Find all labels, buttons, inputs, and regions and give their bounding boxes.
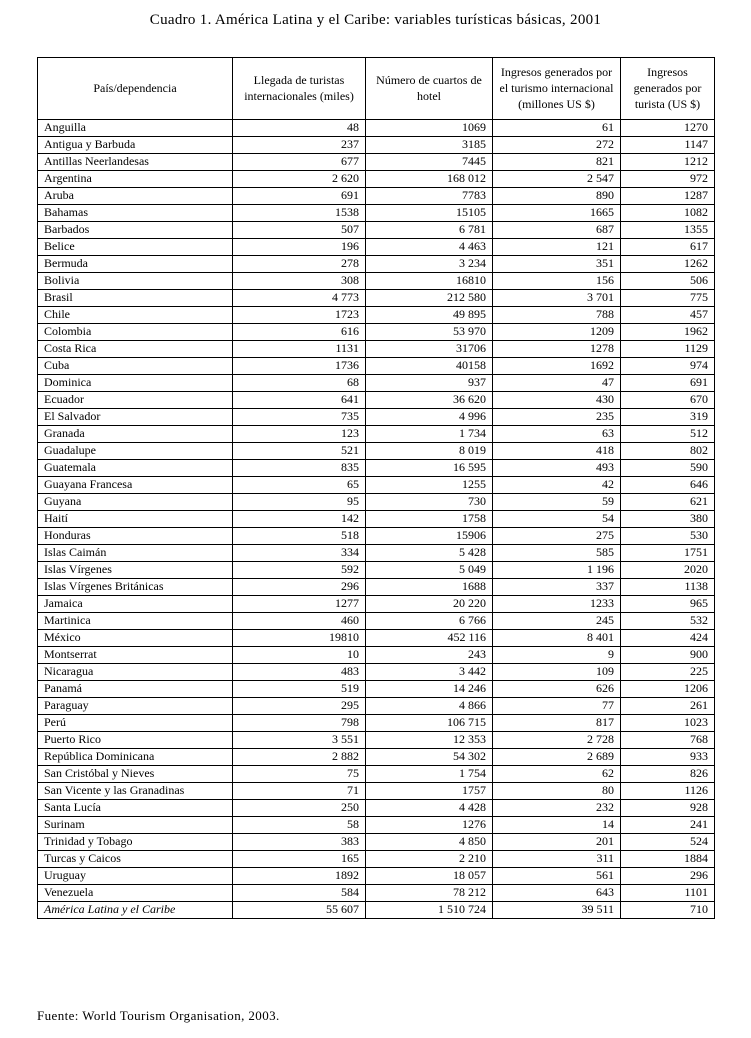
- country-cell: México: [38, 629, 233, 646]
- value-cell: 8 019: [366, 442, 493, 459]
- table-row: [38, 799, 715, 816]
- value-cell: 123: [233, 425, 366, 442]
- value-cell: 121: [493, 238, 621, 255]
- table-row: [38, 680, 715, 697]
- table-row: [38, 340, 715, 357]
- country-cell: El Salvador: [38, 408, 233, 425]
- value-cell: 250: [233, 799, 366, 816]
- value-cell: 7445: [366, 153, 493, 170]
- country-cell: Trinidad y Tobago: [38, 833, 233, 850]
- country-cell: Belice: [38, 238, 233, 255]
- table-body: [38, 119, 715, 918]
- table-row: [38, 204, 715, 221]
- value-cell: 237: [233, 136, 366, 153]
- table-row: [38, 119, 715, 136]
- value-cell: 460: [233, 612, 366, 629]
- value-cell: 109: [493, 663, 621, 680]
- value-cell: 418: [493, 442, 621, 459]
- value-cell: 2 210: [366, 850, 493, 867]
- value-cell: 3 551: [233, 731, 366, 748]
- value-cell: 212 580: [366, 289, 493, 306]
- value-cell: 821: [493, 153, 621, 170]
- table-header: [38, 58, 715, 120]
- value-cell: 311: [493, 850, 621, 867]
- table-row: [38, 714, 715, 731]
- country-cell: Brasil: [38, 289, 233, 306]
- value-cell: 677: [233, 153, 366, 170]
- value-cell: 1723: [233, 306, 366, 323]
- value-cell: 225: [621, 663, 715, 680]
- value-cell: 590: [621, 459, 715, 476]
- value-cell: 337: [493, 578, 621, 595]
- value-cell: 457: [621, 306, 715, 323]
- country-cell: Honduras: [38, 527, 233, 544]
- table-row: [38, 187, 715, 204]
- value-cell: 788: [493, 306, 621, 323]
- value-cell: 1 734: [366, 425, 493, 442]
- country-cell: Turcas y Caicos: [38, 850, 233, 867]
- country-cell: Guayana Francesa: [38, 476, 233, 493]
- value-cell: 232: [493, 799, 621, 816]
- value-cell: 2 620: [233, 170, 366, 187]
- value-cell: 245: [493, 612, 621, 629]
- value-cell: 691: [233, 187, 366, 204]
- value-cell: 47: [493, 374, 621, 391]
- value-cell: 10: [233, 646, 366, 663]
- value-cell: 1758: [366, 510, 493, 527]
- value-cell: 4 866: [366, 697, 493, 714]
- value-cell: 31706: [366, 340, 493, 357]
- value-cell: 512: [621, 425, 715, 442]
- value-cell: 617: [621, 238, 715, 255]
- value-cell: 1233: [493, 595, 621, 612]
- table-row: [38, 323, 715, 340]
- value-cell: 1023: [621, 714, 715, 731]
- table-row: [38, 442, 715, 459]
- value-cell: 826: [621, 765, 715, 782]
- value-cell: 19810: [233, 629, 366, 646]
- table-row: [38, 697, 715, 714]
- value-cell: 278: [233, 255, 366, 272]
- value-cell: 48: [233, 119, 366, 136]
- value-cell: 106 715: [366, 714, 493, 731]
- source-note: Fuente: World Tourism Organisation, 2003.: [37, 1008, 280, 1023]
- value-cell: 1206: [621, 680, 715, 697]
- value-cell: 1082: [621, 204, 715, 221]
- country-cell: Anguilla: [38, 119, 233, 136]
- country-cell: América Latina y el Caribe: [38, 901, 233, 918]
- value-cell: 1 510 724: [366, 901, 493, 918]
- value-cell: 12 353: [366, 731, 493, 748]
- value-cell: 1688: [366, 578, 493, 595]
- header-row: [38, 58, 715, 120]
- value-cell: 14: [493, 816, 621, 833]
- country-cell: Martinica: [38, 612, 233, 629]
- value-cell: 1692: [493, 357, 621, 374]
- country-cell: Bermuda: [38, 255, 233, 272]
- value-cell: 687: [493, 221, 621, 238]
- value-cell: 521: [233, 442, 366, 459]
- value-cell: 15906: [366, 527, 493, 544]
- value-cell: 1131: [233, 340, 366, 357]
- value-cell: 1 196: [493, 561, 621, 578]
- value-cell: 506: [621, 272, 715, 289]
- value-cell: 5 428: [366, 544, 493, 561]
- country-cell: Ecuador: [38, 391, 233, 408]
- value-cell: 1278: [493, 340, 621, 357]
- value-cell: 452 116: [366, 629, 493, 646]
- table-row: [38, 748, 715, 765]
- value-cell: 965: [621, 595, 715, 612]
- value-cell: 78 212: [366, 884, 493, 901]
- value-cell: 5 049: [366, 561, 493, 578]
- value-cell: 928: [621, 799, 715, 816]
- value-cell: 4 463: [366, 238, 493, 255]
- table-row: [38, 136, 715, 153]
- value-cell: 900: [621, 646, 715, 663]
- table-row: [38, 612, 715, 629]
- value-cell: 1736: [233, 357, 366, 374]
- table-row: [38, 408, 715, 425]
- value-cell: 430: [493, 391, 621, 408]
- value-cell: 424: [621, 629, 715, 646]
- country-cell: Venezuela: [38, 884, 233, 901]
- table-row: [38, 425, 715, 442]
- value-cell: 646: [621, 476, 715, 493]
- country-cell: Montserrat: [38, 646, 233, 663]
- value-cell: 59: [493, 493, 621, 510]
- value-cell: 351: [493, 255, 621, 272]
- country-cell: Uruguay: [38, 867, 233, 884]
- table-row: [38, 374, 715, 391]
- value-cell: 802: [621, 442, 715, 459]
- value-cell: 1892: [233, 867, 366, 884]
- table-row: [38, 221, 715, 238]
- table-title: Cuadro 1. América Latina y el Caribe: variables turísticas básicas, 2001: [149, 12, 602, 28]
- value-cell: 1262: [621, 255, 715, 272]
- country-cell: Cuba: [38, 357, 233, 374]
- table-row: [38, 255, 715, 272]
- table-row: [38, 629, 715, 646]
- value-cell: 296: [621, 867, 715, 884]
- table-row: [38, 731, 715, 748]
- value-cell: 483: [233, 663, 366, 680]
- country-cell: Panamá: [38, 680, 233, 697]
- country-cell: Dominica: [38, 374, 233, 391]
- value-cell: 1538: [233, 204, 366, 221]
- country-cell: Guadalupe: [38, 442, 233, 459]
- header-country: País/dependencia: [38, 58, 233, 120]
- value-cell: 1665: [493, 204, 621, 221]
- value-cell: 1287: [621, 187, 715, 204]
- value-cell: 641: [233, 391, 366, 408]
- value-cell: 39 511: [493, 901, 621, 918]
- table-row: [38, 493, 715, 510]
- value-cell: 243: [366, 646, 493, 663]
- table-row: [38, 272, 715, 289]
- value-cell: 54 302: [366, 748, 493, 765]
- value-cell: 4 996: [366, 408, 493, 425]
- country-cell: Guyana: [38, 493, 233, 510]
- country-cell: San Vicente y las Granadinas: [38, 782, 233, 799]
- value-cell: 42: [493, 476, 621, 493]
- value-cell: 68: [233, 374, 366, 391]
- value-cell: 3 442: [366, 663, 493, 680]
- table-row: [38, 663, 715, 680]
- value-cell: 1209: [493, 323, 621, 340]
- table-row: [38, 153, 715, 170]
- value-cell: 165: [233, 850, 366, 867]
- value-cell: 272: [493, 136, 621, 153]
- value-cell: 168 012: [366, 170, 493, 187]
- value-cell: 201: [493, 833, 621, 850]
- value-cell: 1355: [621, 221, 715, 238]
- country-cell: Barbados: [38, 221, 233, 238]
- country-cell: Jamaica: [38, 595, 233, 612]
- value-cell: 63: [493, 425, 621, 442]
- value-cell: 585: [493, 544, 621, 561]
- value-cell: 196: [233, 238, 366, 255]
- value-cell: 768: [621, 731, 715, 748]
- country-cell: Islas Vírgenes Británicas: [38, 578, 233, 595]
- country-cell: Antigua y Barbuda: [38, 136, 233, 153]
- value-cell: 584: [233, 884, 366, 901]
- table-row: [38, 561, 715, 578]
- value-cell: 524: [621, 833, 715, 850]
- value-cell: 1276: [366, 816, 493, 833]
- value-cell: 1138: [621, 578, 715, 595]
- country-cell: República Dominicana: [38, 748, 233, 765]
- value-cell: 2020: [621, 561, 715, 578]
- value-cell: 933: [621, 748, 715, 765]
- value-cell: 319: [621, 408, 715, 425]
- value-cell: 241: [621, 816, 715, 833]
- value-cell: 621: [621, 493, 715, 510]
- table-row: [38, 816, 715, 833]
- value-cell: 643: [493, 884, 621, 901]
- value-cell: 1962: [621, 323, 715, 340]
- value-cell: 730: [366, 493, 493, 510]
- value-cell: 235: [493, 408, 621, 425]
- country-cell: Haití: [38, 510, 233, 527]
- country-cell: Islas Vírgenes: [38, 561, 233, 578]
- value-cell: 1212: [621, 153, 715, 170]
- value-cell: 3 701: [493, 289, 621, 306]
- value-cell: 1757: [366, 782, 493, 799]
- value-cell: 65: [233, 476, 366, 493]
- value-cell: 1147: [621, 136, 715, 153]
- value-cell: 156: [493, 272, 621, 289]
- value-cell: 1069: [366, 119, 493, 136]
- country-cell: Aruba: [38, 187, 233, 204]
- value-cell: 507: [233, 221, 366, 238]
- value-cell: 1884: [621, 850, 715, 867]
- country-cell: Guatemala: [38, 459, 233, 476]
- value-cell: 71: [233, 782, 366, 799]
- value-cell: 20 220: [366, 595, 493, 612]
- value-cell: 3185: [366, 136, 493, 153]
- value-cell: 36 620: [366, 391, 493, 408]
- value-cell: 2 882: [233, 748, 366, 765]
- value-cell: 49 895: [366, 306, 493, 323]
- value-cell: 519: [233, 680, 366, 697]
- tourism-table: [37, 57, 715, 919]
- value-cell: 817: [493, 714, 621, 731]
- table-row: [38, 289, 715, 306]
- value-cell: 15105: [366, 204, 493, 221]
- value-cell: 4 428: [366, 799, 493, 816]
- value-cell: 937: [366, 374, 493, 391]
- value-cell: 974: [621, 357, 715, 374]
- value-cell: 55 607: [233, 901, 366, 918]
- value-cell: 775: [621, 289, 715, 306]
- value-cell: 2 689: [493, 748, 621, 765]
- value-cell: 6 781: [366, 221, 493, 238]
- value-cell: 532: [621, 612, 715, 629]
- table-row: [38, 510, 715, 527]
- value-cell: 62: [493, 765, 621, 782]
- value-cell: 261: [621, 697, 715, 714]
- country-cell: Bolivia: [38, 272, 233, 289]
- country-cell: Bahamas: [38, 204, 233, 221]
- value-cell: 334: [233, 544, 366, 561]
- value-cell: 14 246: [366, 680, 493, 697]
- value-cell: 710: [621, 901, 715, 918]
- value-cell: 16 595: [366, 459, 493, 476]
- value-cell: 890: [493, 187, 621, 204]
- value-cell: 380: [621, 510, 715, 527]
- table-row: [38, 867, 715, 884]
- value-cell: 1751: [621, 544, 715, 561]
- table-row: [38, 238, 715, 255]
- table-row: [38, 595, 715, 612]
- value-cell: 80: [493, 782, 621, 799]
- value-cell: 75: [233, 765, 366, 782]
- value-cell: 58: [233, 816, 366, 833]
- header-tourism-income: Ingresos generados por el turismo internacional (millones US $): [493, 58, 621, 120]
- value-cell: 691: [621, 374, 715, 391]
- value-cell: 295: [233, 697, 366, 714]
- table-row: [38, 578, 715, 595]
- value-cell: 626: [493, 680, 621, 697]
- country-cell: Granada: [38, 425, 233, 442]
- country-cell: Chile: [38, 306, 233, 323]
- table-row: [38, 850, 715, 867]
- value-cell: 18 057: [366, 867, 493, 884]
- value-cell: 9: [493, 646, 621, 663]
- country-cell: Costa Rica: [38, 340, 233, 357]
- table-row: [38, 170, 715, 187]
- table-row: [38, 459, 715, 476]
- country-cell: San Cristóbal y Nieves: [38, 765, 233, 782]
- country-cell: Argentina: [38, 170, 233, 187]
- country-cell: Surinam: [38, 816, 233, 833]
- value-cell: 835: [233, 459, 366, 476]
- value-cell: 616: [233, 323, 366, 340]
- value-cell: 493: [493, 459, 621, 476]
- table-row: [38, 544, 715, 561]
- value-cell: 1101: [621, 884, 715, 901]
- value-cell: 61: [493, 119, 621, 136]
- value-cell: 2 728: [493, 731, 621, 748]
- header-income-per-tourist: Ingresos generados por turista (US $): [621, 58, 715, 120]
- table-row: [38, 884, 715, 901]
- value-cell: 670: [621, 391, 715, 408]
- country-cell: Islas Caimán: [38, 544, 233, 561]
- country-cell: Colombia: [38, 323, 233, 340]
- header-hotel-rooms: Número de cuartos de hotel: [366, 58, 493, 120]
- country-cell: Paraguay: [38, 697, 233, 714]
- value-cell: 1255: [366, 476, 493, 493]
- value-cell: 1 754: [366, 765, 493, 782]
- value-cell: 4 773: [233, 289, 366, 306]
- value-cell: 275: [493, 527, 621, 544]
- value-cell: 561: [493, 867, 621, 884]
- table-row: [38, 357, 715, 374]
- value-cell: 16810: [366, 272, 493, 289]
- value-cell: 142: [233, 510, 366, 527]
- value-cell: 592: [233, 561, 366, 578]
- country-cell: Santa Lucía: [38, 799, 233, 816]
- table-row: [38, 782, 715, 799]
- value-cell: 735: [233, 408, 366, 425]
- value-cell: 2 547: [493, 170, 621, 187]
- country-cell: Perú: [38, 714, 233, 731]
- value-cell: 7783: [366, 187, 493, 204]
- table-row: [38, 833, 715, 850]
- value-cell: 53 970: [366, 323, 493, 340]
- value-cell: 6 766: [366, 612, 493, 629]
- value-cell: 1129: [621, 340, 715, 357]
- value-cell: 518: [233, 527, 366, 544]
- value-cell: 972: [621, 170, 715, 187]
- value-cell: 296: [233, 578, 366, 595]
- total-row: [38, 901, 715, 918]
- table-row: [38, 527, 715, 544]
- table-row: [38, 646, 715, 663]
- country-cell: Nicaragua: [38, 663, 233, 680]
- value-cell: 40158: [366, 357, 493, 374]
- table-row: [38, 765, 715, 782]
- table-row: [38, 391, 715, 408]
- value-cell: 77: [493, 697, 621, 714]
- value-cell: 54: [493, 510, 621, 527]
- value-cell: 383: [233, 833, 366, 850]
- value-cell: 3 234: [366, 255, 493, 272]
- value-cell: 1277: [233, 595, 366, 612]
- value-cell: 798: [233, 714, 366, 731]
- value-cell: 95: [233, 493, 366, 510]
- table-row: [38, 306, 715, 323]
- country-cell: Puerto Rico: [38, 731, 233, 748]
- country-cell: Antillas Neerlandesas: [38, 153, 233, 170]
- table-row: [38, 476, 715, 493]
- header-arrivals: Llegada de turistas internacionales (miles): [233, 58, 366, 120]
- value-cell: 4 850: [366, 833, 493, 850]
- value-cell: 8 401: [493, 629, 621, 646]
- value-cell: 1270: [621, 119, 715, 136]
- value-cell: 1126: [621, 782, 715, 799]
- value-cell: 530: [621, 527, 715, 544]
- value-cell: 308: [233, 272, 366, 289]
